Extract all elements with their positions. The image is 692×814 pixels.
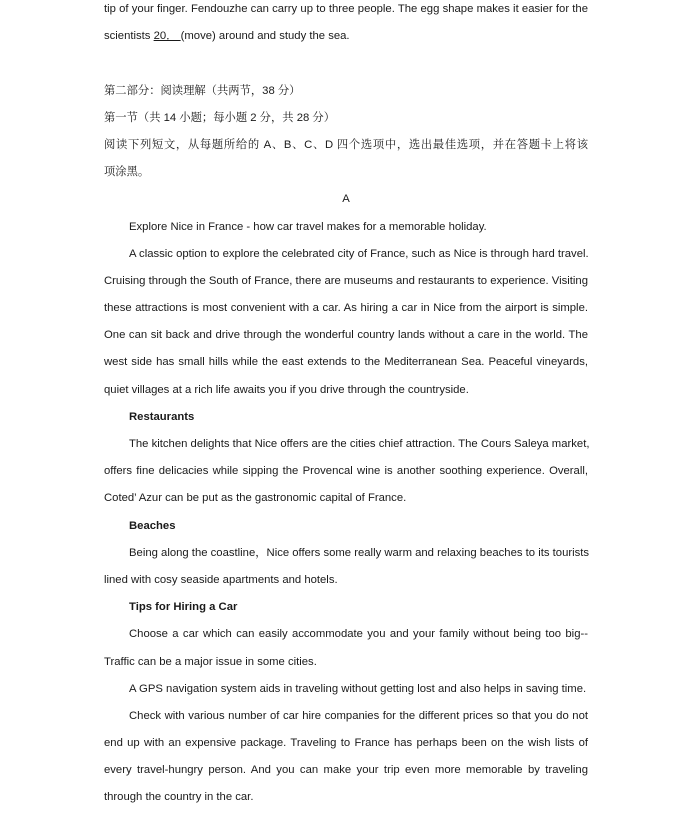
text-line: offers fine delicacies while sipping the Provencal wine is another soothing experience. Overall, <box>104 465 588 478</box>
text-line: quiet villages at a rich life awaits you if you drive through the countryside. <box>104 383 469 396</box>
text-line: Cruising through the South of France, there are museums and restaurants to experience. Visiting <box>104 274 588 287</box>
text-line: west side has small hills while the east extends to the Mediterranean Sea. Peaceful vineyards, <box>104 356 588 369</box>
answer-blank-20: 20． <box>153 30 181 43</box>
text-line: tip of your finger. Fendouzhe can carry up to three people. The egg shape makes it easier for the <box>104 3 588 15</box>
text-line: every travel-hungry person. And you can make your trip even more memorable by traveling <box>104 764 588 777</box>
text-line: Choose a car which can easily accommodate you and your family without being too big-- <box>129 628 588 641</box>
text-line: through the country in the car. <box>104 791 254 804</box>
text-line: 第二部分：阅读理解（共两节，38 分） <box>104 84 301 97</box>
section-heading: Restaurants <box>129 410 195 423</box>
text-segment: (move) around and study the sea. <box>180 30 350 43</box>
document-page <box>104 0 588 812</box>
text-segment: scientists <box>104 30 154 43</box>
text-line: The kitchen delights that Nice offers are the cities chief attraction. The Cours Saleya market, <box>129 438 590 450</box>
text-line: these attractions is most convenient with a car. As hiring a car in Nice from the airport is simple. <box>104 302 588 315</box>
text-line: 第一节（共 14 小题；每小题 2 分，共 28 分） <box>104 111 335 124</box>
text-line: Check with various number of car hire companies for the different prices so that you do not <box>129 709 588 722</box>
text-line: Coted’ Azur can be put as the gastronomic capital of France. <box>104 492 407 505</box>
text-line: One can sit back and drive through the wonderful country lands without a care in the world. The <box>104 329 588 342</box>
text-line: Traffic can be a major issue in some cities. <box>104 655 317 668</box>
text-line: end up with an expensive package. Traveling to France has perhaps been on the wish lists of <box>104 737 588 750</box>
text-line: 项涂黑。 <box>104 166 150 179</box>
text-line: Explore Nice in France - how car travel makes for a memorable holiday. <box>129 220 487 233</box>
section-heading: Tips for Hiring a Car <box>129 601 238 614</box>
text-line: lined with cosy seaside apartments and hotels. <box>104 573 338 586</box>
fill-in-line <box>104 23 588 50</box>
spacer <box>104 50 588 77</box>
section-heading: Beaches <box>129 519 176 532</box>
text-line: A <box>342 193 350 206</box>
text-line: Being along the coastline，Nice offers some really warm and relaxing beaches to its tourists <box>129 546 590 559</box>
text-line: A GPS navigation system aids in traveling without getting lost and also helps in saving time. <box>129 682 587 695</box>
text-line: A classic option to explore the celebrated city of France, such as Nice is through hard travel. <box>129 247 589 260</box>
text-line: 阅读下列短文，从每题所给的 A、B、C、D 四个选项中，选出最佳选项，并在答题卡上将该 <box>104 138 588 151</box>
